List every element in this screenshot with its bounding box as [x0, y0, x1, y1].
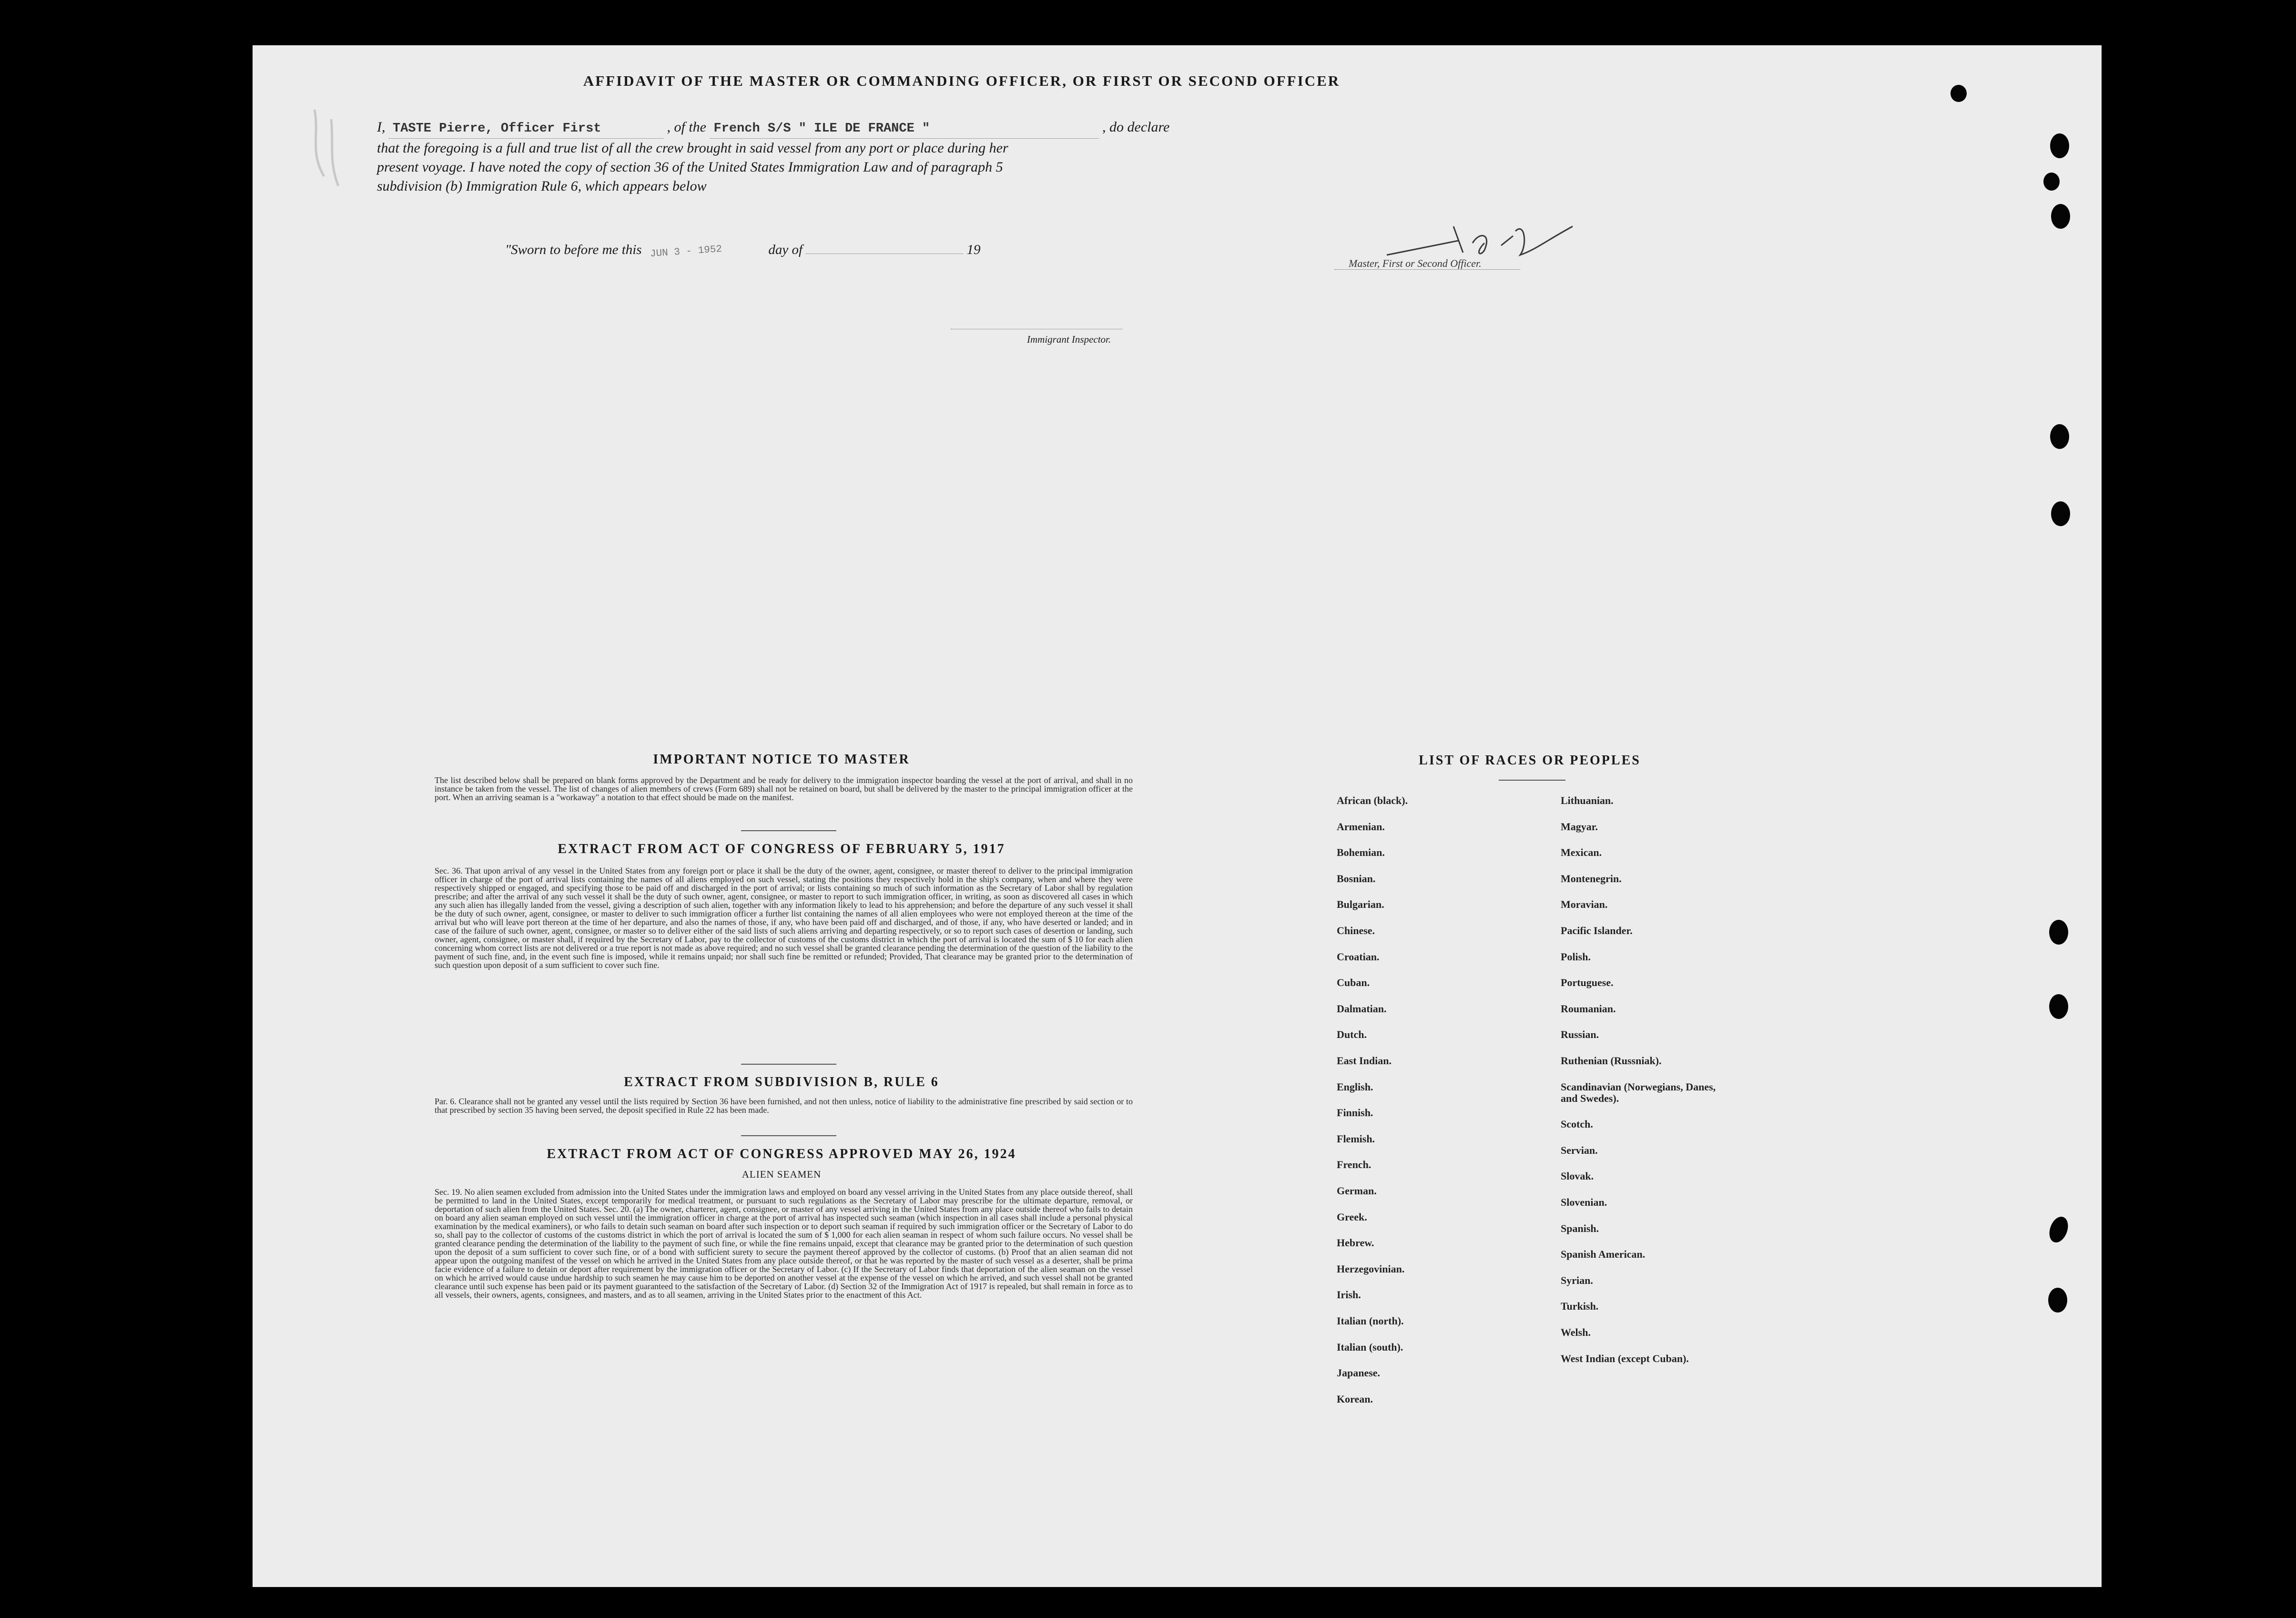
affidavit-i: I, — [377, 119, 386, 135]
race-item: Roumanian. — [1561, 1002, 1616, 1015]
race-item: Magyar. — [1561, 820, 1598, 833]
race-item: Hebrew. — [1337, 1237, 1374, 1249]
race-item: Korean. — [1337, 1393, 1373, 1405]
inspector-caption: Immigrant Inspector. — [1027, 334, 1111, 345]
affidavit-declare: , do declare — [1102, 119, 1170, 135]
signature-caption: Master, First or Second Officer. — [1349, 257, 1482, 269]
affidavit-title: AFFIDAVIT OF THE MASTER OR COMMANDING OFFICER, OR FIRST OR SECOND OFFICER — [583, 72, 1341, 89]
race-item: East Indian. — [1337, 1055, 1392, 1067]
race-item: Moravian. — [1561, 898, 1608, 911]
race-item: Portuguese. — [1561, 977, 1614, 989]
race-item: Scandinavian (Norwegians, Danes, and Swedes). — [1561, 1080, 1716, 1104]
race-item: Irish. — [1337, 1289, 1361, 1301]
race-item: Cuban. — [1337, 977, 1370, 989]
race-item: Slovak. — [1561, 1170, 1594, 1182]
race-item: Bulgarian. — [1337, 898, 1384, 911]
document-page — [253, 45, 2102, 1587]
race-item: Scotch. — [1561, 1118, 1593, 1130]
punch-hole — [2051, 204, 2070, 229]
race-item: Welsh. — [1561, 1326, 1591, 1338]
race-item: Pacific Islander. — [1561, 925, 1633, 936]
affidavit-line-3: present voyage. I have noted the copy of section 36 of the United States Immigration Law and of paragraph 5 — [377, 159, 1003, 175]
date-stamp: JUN 3 - 1952 — [650, 244, 722, 260]
extract-1924-subtitle: ALIEN SEAMEN — [742, 1169, 822, 1180]
race-item: Slovenian. — [1561, 1196, 1607, 1208]
sworn-line — [505, 242, 981, 258]
race-item: Turkish. — [1561, 1300, 1599, 1313]
extract-1924-text: Sec. 19. No alien seamen excluded from admission into the United States under the immigration laws and employed on board any vessel arriving in the United States from any place outside thereof, shall be permitted to land in the United States, except temporarily for medical treatment, or pursuant to such regulations as the Secretary of Labor may prescribe for the ultimate departure, removal, or deportation of such alien from the United States. Sec. 20. (a) The owner, charterer, agent, consignee, or master of any vessel arriving in the United States from any place outside thereof who fails to detain on board any alien seaman employed on such vessel until the immigration officer in charge at the port of arrival has inspected such seaman (which inspection in all cases shall include a personal physical examination by the medical examiners), or who fails to detain such seaman on board after such inspection or to deport such seaman if required by such immigration officer or the Secretary of Labor to do so, shall pay to the collector of customs of the customs district in which the port of arrival is located the sum of $ 1,000 for each alien seaman in respect of whom such failure occurs. No vessel shall be granted clearance pending the determination of the liability to the payment of such fine, or while the fine remains unpaid, except that clearance may be granted prior to the determination of such question upon the deposit of a sum sufficient to cover such fine, or of a bond with sufficient surety to secure the payment thereof approved by the collector of customs. (b) Proof that an alien seaman did not appear upon the outgoing manifest of the vessel on which he arrived in the United States from any place outside thereof, or that he was reported by the master of such vessel as a deserter, shall be prima facie evidence of a failure to detain or deport after requirement by the immigration officer or the Secretary of Labor. (c) If the Secretary of Labor finds that deportation of the alien seaman on the vessel on which he arrived would cause undue hardship to such seamen he may cause him to be deported on another vessel at the expense of the vessel on which he arrived, and such vessel shall not be granted clearance until such expense has been paid or its payment guaranteed to the satisfaction of the Secretary of Labor. (d) Section 32 of the Immigration Act of 1917 is repealed, but shall remain in force as to all vessels, their owners, agents, consignees, and masters, and as to all seamen, arriving in the United States prior to the enactment of this Act. — [435, 1187, 1133, 1300]
race-item: Japanese. — [1337, 1367, 1381, 1379]
race-item: Syrian. — [1561, 1274, 1593, 1286]
sworn-text: "Sworn to before me this — [505, 242, 642, 257]
punch-hole — [2049, 994, 2068, 1019]
race-item: Polish. — [1561, 950, 1591, 963]
race-item: Spanish. — [1561, 1222, 1599, 1234]
punch-hole — [2043, 173, 2060, 191]
race-item: Italian (south). — [1337, 1341, 1403, 1353]
race-item: Ruthenian (Russniak). — [1561, 1055, 1662, 1067]
affidavit-of-the: , of the — [667, 119, 706, 135]
race-item: Herzegovinian. — [1337, 1262, 1405, 1275]
race-item: Lithuanian. — [1561, 794, 1614, 806]
race-item: Greek. — [1337, 1211, 1367, 1223]
punch-hole — [2049, 920, 2068, 945]
officer-name-field: TASTE Pierre, Officer First — [389, 119, 663, 139]
extract-1917-title: EXTRACT FROM ACT OF CONGRESS OF FEBRUARY 5, 1917 — [558, 842, 1006, 856]
punch-hole — [2050, 424, 2069, 449]
divider — [1499, 780, 1565, 781]
rule-6-text: Par. 6. Clearance shall not be granted any vessel until the lists required by Section 36 have been furnished, and not then unless, notice of liability to the administrative fine prescribed by said section or to that prescribed by section 35 having been served, the deposit specified in Rule 22 has been made. — [435, 1097, 1133, 1115]
notice-text: The list described below shall be prepared on blank forms approved by the Department and be ready for delivery to the immigration inspector boarding the vessel at the port of arrival, and shall in no instance be taken from the vessel. The list of changes of alien members of crews (Form 689) shall not be retained on board, but shall be delivered by the master to the principal immigration officer at the port. When an arriving seaman is a "workaway" a notation to that effect should be made on the manifest. — [435, 775, 1133, 802]
race-item: Italian (north). — [1337, 1315, 1404, 1327]
race-item: Bohemian. — [1337, 846, 1385, 859]
extract-1917-text: Sec. 36. That upon arrival of any vessel in the United States from any foreign port or place it shall be the duty of the owner, agent, consignee, or master thereof to deliver to the principal immigration officer in charge of the port of arrival lists containing the names of all aliens employed on such vessel, stating the positions they respectively hold in the ship's company, when and where they were respectively shipped or engaged, and specifying those to be paid off and discharged in the port of arrival; or lists containing so much of such information as the Secretary of Labor shall by regulation prescribe; and after the arrival of any such vessel it shall be the duty of such owner, agent, consignee, or master to report to such immigration officer, in writing, as soon as discovered all cases in which any such alien has illegally landed from the vessel, giving a description of such alien, together with any information likely to lead to his apprehension; and before the departure of any such vessel it shall be the duty of such owner, agent, consignee, or master to deliver to such immigration officer a further list containing the names of all alien employees who were not employed thereon at the time of the arrival but who will leave port thereon at the time of her departure, and also the names of those, if any, who have been paid off and discharged, and of those, if any, who have deserted or landed; and in case of the failure of such owner, agent, consignee, or master so to deliver either of the said lists of such aliens arriving and departing respectively, or so to report such cases of desertion or landing, such owner, agent, consignee, or master shall, if required by the Secretary of Labor, pay to the collector of customs of the customs district in which the port of arrival is located the sum of $ 10 for each alien concerning whom correct lists are not delivered or a true report is not made as above required; and no such vessel shall be granted clearance pending the determination of the question of the liability to the payment of such fine, and, in the event such fine is imposed, while it remains unpaid; nor shall such fine be remitted or refunded; Provided, That clearance may be granted prior to the determination of such question upon deposit of a sum sufficient to cover such fine. — [435, 866, 1133, 970]
races-title: LIST OF RACES OR PEOPLES — [1419, 753, 1641, 768]
race-item: Croatian. — [1337, 950, 1380, 963]
extract-1924-title: EXTRACT FROM ACT OF CONGRESS APPROVED MAY 26, 1924 — [547, 1147, 1016, 1161]
race-item: African (black). — [1337, 794, 1408, 806]
race-item: German. — [1337, 1185, 1377, 1197]
rule-6-title: EXTRACT FROM SUBDIVISION B, RULE 6 — [624, 1075, 939, 1089]
race-item: Bosnian. — [1337, 872, 1376, 885]
punch-hole — [2048, 1288, 2067, 1313]
divider — [741, 1064, 836, 1065]
notice-title: IMPORTANT NOTICE TO MASTER — [653, 752, 910, 767]
race-item: Mexican. — [1561, 846, 1602, 859]
race-item: French. — [1337, 1159, 1372, 1171]
race-item: Dutch. — [1337, 1028, 1367, 1041]
year-prefix: 19 — [966, 242, 981, 257]
day-of-label: day of — [768, 242, 803, 257]
divider — [741, 1135, 836, 1136]
race-item: West Indian (except Cuban). — [1561, 1352, 1689, 1364]
pencil-scribble — [305, 105, 348, 191]
affidavit-line-2: that the foregoing is a full and true list of all the crew brought in said vessel from any port or place during her — [377, 140, 1008, 156]
race-item: Finnish. — [1337, 1107, 1373, 1119]
affidavit-line-1 — [377, 118, 1521, 139]
race-item: Russian. — [1561, 1028, 1599, 1041]
punch-hole — [2050, 133, 2069, 158]
race-item: Montenegrin. — [1561, 872, 1622, 885]
punch-hole — [2051, 501, 2070, 526]
race-item: English. — [1337, 1080, 1373, 1093]
vessel-name-field: French S/S " ILE DE FRANCE " — [710, 119, 1099, 139]
race-item: Flemish. — [1337, 1132, 1375, 1145]
punch-hole — [1951, 85, 1967, 102]
race-item: Armenian. — [1337, 820, 1385, 833]
race-item: Servian. — [1561, 1144, 1598, 1156]
affidavit-line-4: subdivision (b) Immigration Rule 6, which appears below — [377, 178, 707, 194]
divider — [741, 830, 836, 831]
race-item: Chinese. — [1337, 925, 1375, 936]
race-item: Dalmatian. — [1337, 1002, 1387, 1015]
affidavit-text — [377, 118, 1521, 196]
race-item: Spanish American. — [1561, 1248, 1646, 1261]
